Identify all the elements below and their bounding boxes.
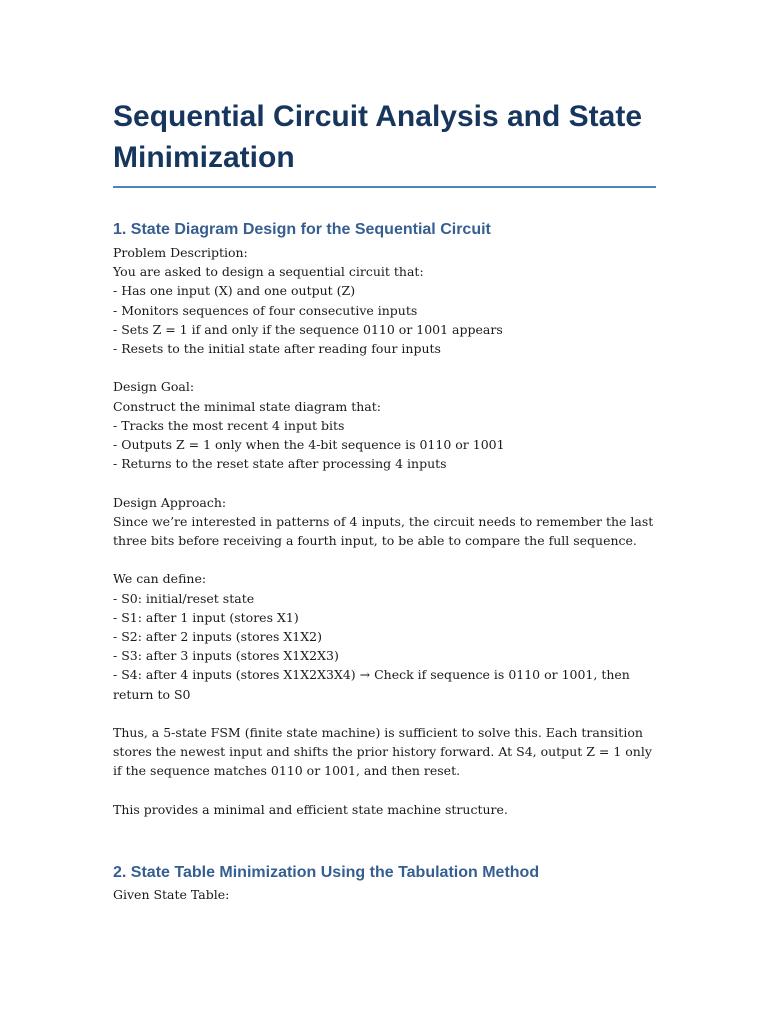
section-1-heading: 1. State Diagram Design for the Sequential Circuit: [113, 221, 491, 238]
document-body: [113, 96, 656, 904]
fsm-summary: [113, 723, 656, 781]
goal-line: - Outputs Z = 1 only when the 4-bit sequence is 0110 or 1001: [113, 437, 505, 453]
problem-line: - Has one input (X) and one output (Z): [113, 283, 356, 299]
approach-label: Design Approach:: [113, 494, 227, 510]
goal-line: - Returns to the reset state after processing 4 inputs: [113, 456, 447, 472]
approach-text: Since we’re interested in patterns of 4 inputs, the circuit needs to remember the last three bits before receiving a fourth input, to be able to compare the full sequence.: [113, 513, 654, 549]
summary-paragraph: Thus, a 5-state FSM (finite state machine) is sufficient to solve this. Each transition stores the newest input and shifts the prior history forward. At S4, output Z = 1 only if the sequence matches 0110 or 1001, and then reset.: [113, 725, 652, 779]
define-line: We can define:: [113, 571, 207, 587]
problem-line: - Resets to the initial state after reading four inputs: [113, 341, 441, 357]
section-2-heading: 2. State Table Minimization Using the Tabulation Method: [113, 864, 540, 882]
state-table-intro: [113, 885, 656, 904]
define-line: - S2: after 2 inputs (stores X1X2): [113, 629, 322, 645]
problem-line: You are asked to design a sequential circuit that:: [113, 264, 424, 280]
define-line: - S4: after 4 inputs (stores X1X2X3X4) → Check if sequence is 0110 or 1001, then return to S0: [113, 667, 630, 702]
goal-line: Construct the minimal state diagram that:: [113, 398, 381, 414]
intro-line: Given State Table:: [113, 887, 230, 903]
problem-line: Problem Description:: [113, 245, 248, 260]
conclusion: [113, 800, 656, 819]
problem-line: - Sets Z = 1 if and only if the sequence 0110 or 1001 appears: [113, 321, 503, 337]
design-goal: [113, 377, 656, 473]
title-underline: [113, 186, 656, 188]
document-title: Sequential Circuit Analysis and State Minimization: [113, 100, 643, 174]
goal-line: Design Goal:: [113, 379, 195, 395]
design-approach: [113, 493, 656, 551]
define-line: - S3: after 3 inputs (stores X1X2X3): [113, 648, 339, 664]
problem-line: - Monitors sequences of four consecutive inputs: [113, 302, 418, 318]
problem-description: [113, 243, 656, 358]
conclusion-paragraph: This provides a minimal and efficient state machine structure.: [113, 801, 508, 817]
define-line: - S0: initial/reset state: [113, 590, 255, 606]
define-line: - S1: after 1 input (stores X1): [113, 609, 299, 625]
goal-line: - Tracks the most recent 4 input bits: [113, 417, 345, 433]
state-definitions: [113, 569, 656, 703]
